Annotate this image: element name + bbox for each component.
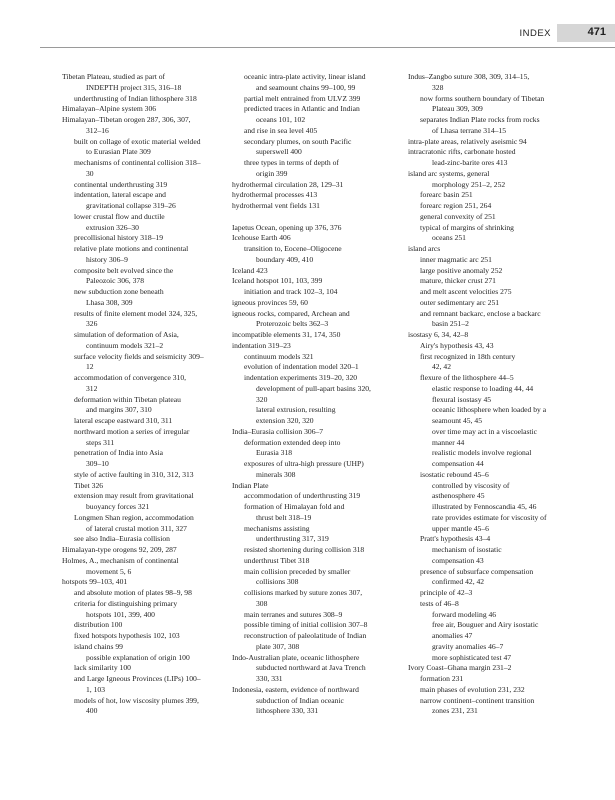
index-subentry: Longmen Shan region, accommodation bbox=[74, 512, 194, 522]
index-subentry: separates Indian Plate rocks from rocks bbox=[420, 115, 540, 124]
index-subentry: first recognized in 18th century bbox=[420, 351, 516, 361]
index-entry-continuation: free air, Bouguer and Airy isostatic bbox=[432, 620, 539, 630]
index-main-entry: Indus–Zangbo suture 308, 309, 314–15, bbox=[408, 72, 530, 81]
index-subentry: three types in terms of depth of bbox=[244, 158, 339, 167]
index-entry-continuation: minerals 308 bbox=[256, 469, 296, 479]
index-entry-continuation: 312–16 bbox=[86, 125, 109, 135]
index-entry-continuation: mechanism of isostatic bbox=[432, 545, 502, 554]
index-subentry: continental underthrusting 319 bbox=[74, 179, 168, 189]
index-entry-continuation: 30 bbox=[86, 168, 94, 178]
index-subentry: transition to, Eocene–Oligocene bbox=[244, 244, 342, 253]
index-main-entry: Indo-Australian plate, oceanic lithosphere bbox=[232, 652, 360, 662]
index-entry-continuation: and seamount chains 99–100, 99 bbox=[256, 82, 356, 92]
index-entry-continuation: rate provides estimate for viscosity of bbox=[432, 512, 547, 522]
index-main-entry: igneous rocks, compared, Archean and bbox=[232, 308, 350, 318]
index-entry-continuation: gravitational collapse 319–26 bbox=[86, 201, 176, 210]
index-subentry: flexure of the lithosphere 44–5 bbox=[420, 373, 514, 382]
index-subentry: isostatic rebound 45–6 bbox=[420, 469, 489, 479]
index-entry-continuation: history 306–9 bbox=[86, 254, 128, 264]
index-entry-continuation: superswell 400 bbox=[256, 147, 302, 157]
index-main-entry: Ivory Coast–Ghana margin 231–2 bbox=[408, 663, 512, 673]
index-entry-continuation: steps 311 bbox=[86, 437, 115, 447]
index-entry-continuation: origin 399 bbox=[256, 168, 288, 178]
index-main-entry: incompatible elements 31, 174, 350 bbox=[232, 330, 341, 339]
index-entry-continuation: 400 bbox=[86, 706, 98, 716]
index-subentry: simulation of deformation of Asia, bbox=[74, 330, 179, 339]
index-subentry: and rise in sea level 405 bbox=[244, 125, 318, 135]
index-subentry: secondary plumes, on south Pacific bbox=[244, 136, 352, 146]
index-entry-continuation: Plateau 309, 309 bbox=[432, 104, 483, 114]
index-entry-continuation: Eurasia 318 bbox=[256, 448, 293, 458]
index-entry-continuation: thrust belt 318–19 bbox=[256, 512, 312, 522]
index-subentry: distribution 100 bbox=[74, 620, 123, 630]
index-subentry: possible timing of initial collision 307–8 bbox=[244, 620, 368, 630]
index-entry-continuation: possible explanation of origin 100 bbox=[86, 652, 190, 662]
index-entry-continuation: 312 bbox=[86, 383, 98, 393]
index-subentry: underthrust Tibet 318 bbox=[244, 555, 310, 565]
index-entry-continuation: realistic models involve regional bbox=[432, 448, 532, 458]
index-subentry: evolution of indentation model 320–1 bbox=[244, 362, 359, 372]
index-subentry: initiation and track 102–3, 104 bbox=[244, 287, 338, 296]
index-subentry: resisted shortening during collision 318 bbox=[244, 545, 365, 554]
index-entry-continuation: controlled by viscosity of bbox=[432, 480, 510, 490]
index-subentry: style of active faulting in 310, 312, 313 bbox=[74, 469, 194, 479]
index-entry-continuation: compensation 43 bbox=[432, 555, 484, 565]
index-subentry: relative plate motions and continental bbox=[74, 244, 189, 253]
index-subentry: main terranes and sutures 308–9 bbox=[244, 609, 343, 619]
index-entry-continuation: subduction of Indian oceanic bbox=[256, 695, 344, 705]
index-subentry: mechanisms assisting bbox=[244, 523, 310, 533]
index-subentry: see also India–Eurasia collision bbox=[74, 534, 170, 544]
index-main-entry: Iceland hotspot 101, 103, 399 bbox=[232, 276, 323, 286]
index-subentry: Tibet 326 bbox=[74, 480, 104, 490]
index-entry-continuation: plate 307, 308 bbox=[256, 641, 300, 651]
index-entry-continuation: buoyancy forces 321 bbox=[86, 502, 150, 511]
index-entry-continuation: 320 bbox=[256, 394, 268, 404]
index-subentry: and melt ascent velocities 275 bbox=[420, 287, 512, 296]
index-entry-continuation: manner 44 bbox=[432, 437, 465, 447]
index-entry-continuation: collisions 308 bbox=[256, 577, 299, 587]
index-main-entry: intracratonic rifts, carbonate hosted bbox=[408, 147, 516, 157]
index-subentry: deformation within Tibetan plateau bbox=[74, 394, 181, 404]
index-entry-continuation: seamount 45, 45 bbox=[432, 416, 482, 425]
index-subentry: main collision preceded by smaller bbox=[244, 566, 351, 576]
index-entry-continuation: 326 bbox=[86, 319, 98, 329]
index-main-entry: Himalayan-type orogens 92, 209, 287 bbox=[62, 545, 177, 554]
index-subentry: criteria for distinguishing primary bbox=[74, 598, 178, 608]
index-subentry: now forms southern boundary of Tibetan bbox=[420, 93, 545, 103]
index-entry-continuation: and margins 307, 310 bbox=[86, 405, 152, 415]
index-entry-continuation: upper mantle 45–6 bbox=[432, 523, 489, 533]
index-subentry: and absolute motion of plates 98–9, 98 bbox=[74, 588, 192, 597]
index-main-entry: igneous provinces 59, 60 bbox=[232, 297, 308, 307]
index-subentry: reconstruction of paleolatitude of Indian bbox=[244, 631, 367, 640]
index-entry-continuation: 308 bbox=[256, 598, 268, 608]
index-entry-continuation: basin 251–2 bbox=[432, 319, 469, 329]
index-subentry: accommodation of convergence 310, bbox=[74, 373, 187, 382]
index-entry-continuation: development of pull-apart basins 320, bbox=[256, 383, 371, 393]
index-main-entry: Indonesia, eastern, evidence of northward bbox=[232, 684, 359, 694]
index-main-entry: Indian Plate bbox=[232, 480, 269, 490]
index-entry-continuation: extension 320, 320 bbox=[256, 416, 314, 425]
index-entry-continuation: confirmed 42, 42 bbox=[432, 577, 485, 587]
index-entry-continuation: compensation 44 bbox=[432, 459, 484, 468]
index-entry-continuation: Lhasa 308, 309 bbox=[86, 297, 133, 307]
index-main-entry: island arc systems, general bbox=[408, 168, 490, 178]
page-number: 471 bbox=[587, 26, 606, 38]
index-entry-continuation: zones 231, 231 bbox=[432, 706, 478, 716]
index-entry-continuation: 12 bbox=[86, 362, 94, 372]
index-entry-continuation: Paleozoic 306, 378 bbox=[86, 276, 144, 286]
index-main-entry: Iapetus Ocean, opening up 376, 376 bbox=[232, 222, 342, 232]
index-subentry: predicted traces in Atlantic and Indian bbox=[244, 104, 360, 114]
index-subentry: and Large Igneous Provinces (LIPs) 100– bbox=[74, 674, 201, 683]
index-entry-continuation: forward modeling 46 bbox=[432, 609, 497, 619]
index-entry-continuation: INDEPTH project 315, 316–18 bbox=[86, 82, 182, 92]
index-main-entry: hotspots 99–103, 401 bbox=[62, 577, 128, 587]
index-entry-continuation: anomalies 47 bbox=[432, 631, 473, 640]
index-entry-continuation: asthenosphere 45 bbox=[432, 491, 485, 501]
index-subentry: formation 231 bbox=[420, 674, 464, 683]
index-subentry: Pratt's hypothesis 43–4 bbox=[420, 534, 491, 544]
index-subentry: mechanisms of continental collision 318– bbox=[74, 158, 201, 167]
index-entry-continuation: over time may act in a viscoelastic bbox=[432, 426, 538, 436]
index-entry-continuation: lead-zinc-barite ores 413 bbox=[432, 158, 508, 167]
index-main-entry: Holmes, A., mechanism of continental bbox=[62, 555, 179, 565]
index-column-1 bbox=[62, 72, 226, 717]
index-subentry: composite belt evolved since the bbox=[74, 265, 174, 275]
index-subentry: underthrusting of Indian lithosphere 318 bbox=[74, 93, 197, 103]
index-subentry: extension may result from gravitational bbox=[74, 491, 194, 501]
index-subentry: narrow continent–continent transition bbox=[420, 695, 535, 705]
index-main-entry: Iceland 423 bbox=[232, 265, 268, 275]
index-entry-continuation: hotspots 101, 399, 400 bbox=[86, 609, 155, 619]
index-entry-continuation: extrusion 326–30 bbox=[86, 222, 139, 232]
index-entry-continuation: illustrated by Fennoscandia 45, 46 bbox=[432, 502, 537, 511]
index-entry-continuation: lateral extrusion, resulting bbox=[256, 405, 336, 415]
index-entry-continuation: gravity anomalies 46–7 bbox=[432, 641, 504, 651]
index-subentry: inner magmatic arc 251 bbox=[420, 254, 492, 264]
index-subentry: results of finite element model 324, 325, bbox=[74, 308, 198, 318]
index-subentry: outer sedimentary arc 251 bbox=[420, 297, 500, 307]
index-subentry: collisions marked by suture zones 307, bbox=[244, 588, 363, 597]
index-subentry: lack similarity 100 bbox=[74, 663, 131, 673]
index-subentry: forearc basin 251 bbox=[420, 190, 473, 200]
index-main-entry: Himalayan–Alpine system 306 bbox=[62, 104, 157, 114]
index-subentry: precollisional history 318–19 bbox=[74, 233, 164, 243]
index-main-entry: Icehouse Earth 406 bbox=[232, 233, 291, 243]
index-entry-continuation: oceans 101, 102 bbox=[256, 115, 306, 124]
index-main-entry: Tibetan Plateau, studied as part of bbox=[62, 72, 166, 81]
index-subentry: northward motion a series of irregular bbox=[74, 426, 190, 436]
index-entry-continuation: oceanic lithosphere when loaded by a bbox=[432, 405, 547, 415]
index-entry-continuation: flexural isostasy 45 bbox=[432, 394, 492, 404]
index-subentry: oceanic intra-plate activity, linear island bbox=[244, 72, 366, 81]
index-entry-continuation: subducted northward at Java Trench bbox=[256, 663, 366, 673]
index-main-entry: Himalayan–Tibetan orogen 287, 306, 307, bbox=[62, 115, 191, 124]
index-column-3 bbox=[408, 72, 580, 717]
index-entry-continuation: 42, 42 bbox=[432, 362, 451, 372]
page-number-box bbox=[557, 24, 615, 42]
running-head-title: INDEX bbox=[519, 28, 551, 39]
index-subentry: mature, thicker crust 271 bbox=[420, 276, 496, 286]
index-entry-continuation: of lateral crustal motion 311, 327 bbox=[86, 523, 187, 533]
index-entry-continuation: more sophisticated test 47 bbox=[432, 652, 512, 662]
index-subentry: Airy's hypothesis 43, 43 bbox=[420, 340, 494, 350]
index-entry-continuation: Proterozoic belts 362–3 bbox=[256, 319, 329, 329]
index-entry-continuation: 309–10 bbox=[86, 459, 109, 468]
index-main-entry: island arcs bbox=[408, 244, 441, 253]
index-subentry: continuum models 321 bbox=[244, 351, 314, 361]
index-subentry: fixed hotspots hypothesis 102, 103 bbox=[74, 631, 180, 640]
index-subentry: lower crustal flow and ductile bbox=[74, 211, 165, 221]
index-entry-continuation: 1, 103 bbox=[86, 684, 105, 694]
index-entry-continuation: continuum models 321–2 bbox=[86, 340, 164, 350]
index-subentry: formation of Himalayan fold and bbox=[244, 502, 345, 511]
index-main-entry: hydrothermal processes 413 bbox=[232, 190, 318, 200]
index-subentry: general convexity of 251 bbox=[420, 211, 496, 221]
index-subentry: surface velocity fields and seismicity 309– bbox=[74, 351, 204, 361]
index-entry-continuation: of Lhasa terrane 314–15 bbox=[432, 125, 507, 135]
index-subentry: deformation extended deep into bbox=[244, 437, 341, 447]
index-subentry: and remnant backarc, enclose a backarc bbox=[420, 308, 541, 318]
index-subentry: accommodation of underthrusting 319 bbox=[244, 491, 361, 501]
index-column-2 bbox=[232, 72, 402, 717]
index-entry-continuation: 330, 331 bbox=[256, 674, 283, 683]
index-subentry: island chains 99 bbox=[74, 641, 123, 651]
index-entry-continuation: lithosphere 330, 331 bbox=[256, 706, 319, 716]
index-entry-continuation: oceans 251 bbox=[432, 233, 466, 243]
index-main-entry: hydrothermal circulation 28, 129–31 bbox=[232, 179, 344, 189]
running-header bbox=[0, 22, 615, 46]
index-main-entry: hydrothermal vent fields 131 bbox=[232, 201, 320, 210]
index-subentry: forearc region 251, 264 bbox=[420, 201, 492, 210]
index-subentry: tests of 46–8 bbox=[420, 598, 459, 608]
index-subentry: new subduction zone beneath bbox=[74, 287, 164, 296]
index-entry-continuation: underthrusting 317, 319 bbox=[256, 534, 329, 544]
index-subentry: indentation, lateral escape and bbox=[74, 190, 166, 200]
index-main-entry: intra-plate areas, relatively aseismic 94 bbox=[408, 136, 527, 146]
index-subentry: presence of subsurface compensation bbox=[420, 566, 534, 576]
index-entry-continuation: to Eurasian Plate 309 bbox=[86, 147, 151, 157]
index-subentry: indentation experiments 319–20, 320 bbox=[244, 373, 358, 382]
index-entry-continuation: movement 5, 6 bbox=[86, 566, 132, 576]
index-subentry: large positive anomaly 252 bbox=[420, 265, 503, 275]
index-subentry: principle of 42–3 bbox=[420, 588, 473, 597]
index-main-entry: India–Eurasia collision 306–7 bbox=[232, 426, 324, 436]
index-subentry: built on collage of exotic material welded bbox=[74, 136, 201, 146]
index-subentry: lateral escape eastward 310, 311 bbox=[74, 416, 173, 425]
header-rule bbox=[40, 47, 615, 48]
index-subentry: models of hot, low viscosity plumes 399, bbox=[74, 695, 199, 705]
index-entry-continuation: boundary 409, 410 bbox=[256, 254, 314, 264]
index-entry-continuation: elastic response to loading 44, 44 bbox=[432, 383, 534, 393]
index-main-entry: isostasy 6, 34, 42–8 bbox=[408, 330, 469, 339]
index-entry-continuation: 328 bbox=[432, 82, 444, 92]
index-subentry: typical of margins of shrinking bbox=[420, 222, 514, 232]
index-subentry: main phases of evolution 231, 232 bbox=[420, 684, 525, 694]
index-entry-continuation: morphology 251–2, 252 bbox=[432, 179, 506, 189]
index-subentry: partial melt entrained from ULVZ 399 bbox=[244, 93, 361, 103]
index-main-entry: indentation 319–23 bbox=[232, 340, 291, 350]
index-subentry: penetration of India into Asia bbox=[74, 448, 163, 458]
index-subentry: exposures of ultra-high pressure (UHP) bbox=[244, 459, 364, 468]
index-main-entry bbox=[232, 212, 402, 223]
